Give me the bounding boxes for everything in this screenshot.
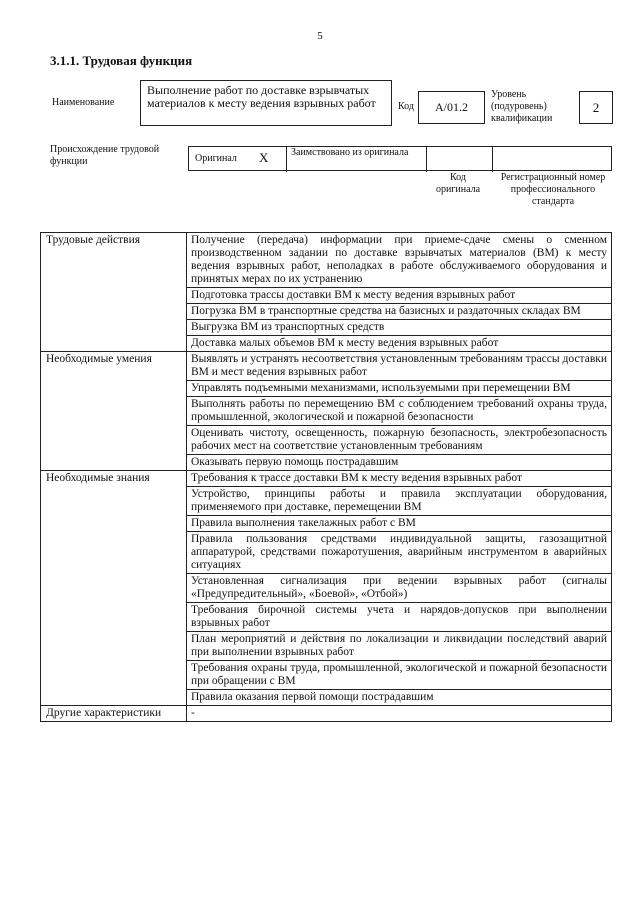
labor-action-item: Погрузка ВМ в транспортные средства на базисных и раздаточных складах ВМ bbox=[187, 304, 612, 320]
knowledge-item: Требования бирочной системы учета и нарядов-допусков при выполнении взрывных работ bbox=[187, 603, 612, 632]
table-row bbox=[41, 352, 612, 381]
table-row bbox=[41, 706, 612, 722]
knowledge-item: Требования охраны труда, промышленной, экологической и пожарной безопасности при обращении с ВМ bbox=[187, 661, 612, 690]
skill-item: Оценивать чистоту, освещенность, пожарную безопасность, электробезопасность рабочих мест на соответствие установленным требованиям bbox=[187, 426, 612, 455]
section-title: 3.1.1. Трудовая функция bbox=[50, 53, 193, 68]
other-characteristics-label: Другие характеристики bbox=[41, 706, 187, 722]
skill-item: Оказывать первую помощь пострадавшим bbox=[187, 455, 612, 471]
borrowed-label: Заимствовано из оригинала bbox=[291, 147, 409, 158]
code-label: Код bbox=[398, 101, 414, 112]
code-value: A/01.2 bbox=[418, 91, 485, 124]
labor-actions-label: Трудовые действия bbox=[41, 233, 187, 352]
knowledge-label: Необходимые знания bbox=[41, 471, 187, 706]
labor-action-item: Выгрузка ВМ из транспортных средств bbox=[187, 320, 612, 336]
knowledge-item: Правила оказания первой помощи пострадавшим bbox=[187, 690, 612, 706]
skill-item: Выполнять работы по перемещению ВМ с соблюдением требований охраны труда, промышленной, экологической и пожарной безопасности bbox=[187, 397, 612, 426]
registration-number-cell bbox=[493, 147, 611, 172]
skills-label: Необходимые умения bbox=[41, 352, 187, 471]
origin-label: Происхождение трудовой функции bbox=[50, 144, 160, 167]
knowledge-item: Устройство, принципы работы и правила эксплуатации оборудования, применяемого при доставке, перемещении ВМ bbox=[187, 487, 612, 516]
level-value: 2 bbox=[579, 91, 613, 124]
original-code-caption: Код оригинала bbox=[435, 172, 481, 195]
original-label: Оригинал bbox=[195, 153, 237, 164]
labor-action-item: Доставка малых объемов ВМ к месту ведения взрывных работ bbox=[187, 336, 612, 352]
function-table bbox=[40, 232, 612, 722]
original-code-cell bbox=[427, 147, 493, 172]
skill-item: Выявлять и устранять несоответствия установленным требованиям трассы доставки ВМ и мест ведения взрывных работ bbox=[187, 352, 612, 381]
origin-row bbox=[188, 146, 612, 171]
original-mark: X bbox=[259, 150, 269, 165]
page-number: 5 bbox=[317, 30, 323, 42]
knowledge-item: Правила выполнения такелажных работ с ВМ bbox=[187, 516, 612, 532]
knowledge-item: План мероприятий и действия по локализации и ликвидации последствий аварий при выполнении взрывных работ bbox=[187, 632, 612, 661]
knowledge-item: Правила пользования средствами индивидуальной защиты, газозащитной аппаратурой, средствами пожаротушения, аварийным инструментом в аварийных ситуациях bbox=[187, 532, 612, 574]
other-characteristics-value: - bbox=[187, 706, 612, 722]
borrowed-cell bbox=[287, 147, 427, 172]
labor-action-item: Получение (передача) информации при приеме-сдаче смены о сменном производственном задании по доставке взрывчатых материалов (ВМ) к месту ведения взрывных работ, неполадках в работе обслуживаемого оборудования и принятых мерах по их устранению bbox=[187, 233, 612, 288]
table-row bbox=[41, 233, 612, 288]
skill-item: Управлять подъемными механизмами, используемыми при перемещении ВМ bbox=[187, 381, 612, 397]
name-label: Наименование bbox=[52, 97, 115, 108]
labor-action-item: Подготовка трассы доставки ВМ к месту ведения взрывных работ bbox=[187, 288, 612, 304]
knowledge-item: Установленная сигнализация при ведении взрывных работ (сигналы «Предупредительный», «Боевой», «Отбой») bbox=[187, 574, 612, 603]
original-cell bbox=[189, 147, 287, 172]
function-name-value: Выполнение работ по доставке взрывчатых материалов к месту ведения взрывных работ bbox=[140, 80, 392, 126]
level-label: Уровень (подуровень) квалификации bbox=[491, 89, 553, 124]
knowledge-item: Требования к трассе доставки ВМ к месту ведения взрывных работ bbox=[187, 471, 612, 487]
registration-number-caption: Регистрационный номер профессионального стандарта bbox=[500, 172, 606, 207]
table-row bbox=[41, 471, 612, 487]
